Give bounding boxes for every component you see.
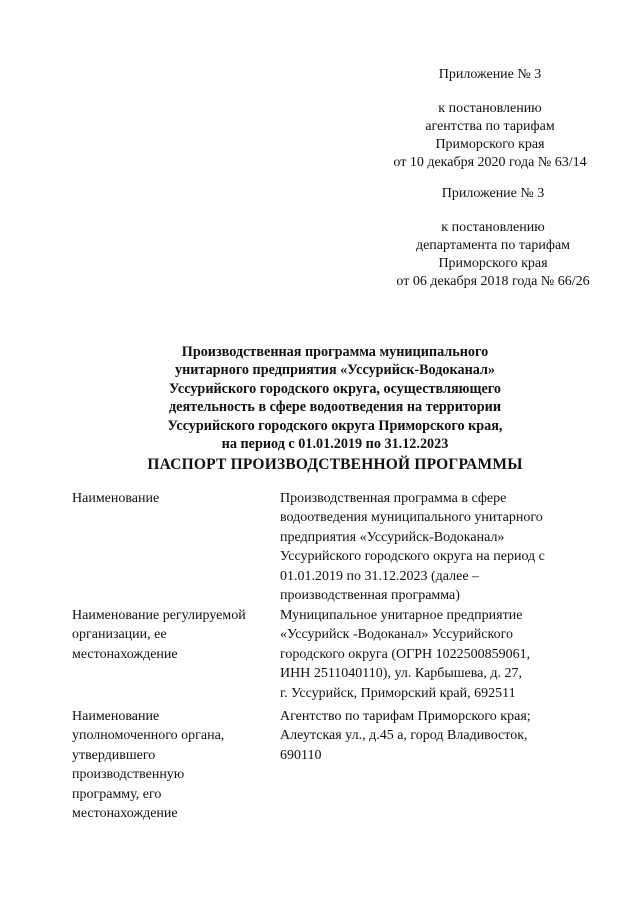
appendix-previous	[378, 185, 608, 291]
appendix-current-line: Приморского края	[435, 137, 545, 152]
row-label-line: программу, его	[72, 786, 162, 802]
passport-heading: ПАСПОРТ ПРОИЗВОДСТВЕННОЙ ПРОГРАММЫ	[147, 456, 523, 473]
row-value-line: предприятия «Уссурийск-Водоканал»	[280, 529, 505, 545]
row-label-line: местонахождение	[72, 806, 178, 822]
row-value-line: Уссурийского городского округа на период с	[280, 549, 545, 565]
row-label-line: местонахождение	[72, 646, 178, 662]
row-value-line: «Уссурийск -Водоканал» Уссурийского	[280, 627, 513, 643]
row-value-line: производственная программа)	[280, 588, 460, 604]
appendix-previous-title: Приложение № 3	[441, 186, 545, 201]
appendix-previous-line: департамента по тарифам	[415, 238, 571, 253]
row-value	[280, 489, 592, 605]
appendix-current	[380, 66, 600, 172]
program-title-line: деятельность в сфере водоотведения на территории	[169, 399, 501, 416]
row-label-line: организации, ее	[72, 627, 167, 643]
row-label	[72, 707, 272, 823]
appendix-previous-line: от 06 декабря 2018 года № 66/26	[396, 274, 590, 289]
appendix-previous-line: Приморского края	[438, 256, 548, 271]
row-label-line: Наименование	[72, 491, 160, 506]
row-value-line: Агентство по тарифам Приморского края;	[280, 709, 531, 724]
row-label-line: утвердившего	[72, 747, 156, 763]
row-value-line: городского округа (ОГРН 1022500859061,	[280, 646, 531, 662]
appendix-previous-line: к постановлению	[441, 220, 545, 235]
row-label-line: производственную	[72, 767, 185, 783]
row-value-line: 690110	[280, 747, 322, 763]
program-title-line: Уссурийского городского округа, осуществляющего	[169, 380, 501, 397]
program-title-line: на период с 01.01.2019 по 31.12.2023	[221, 436, 449, 453]
row-value-line: Муниципальное унитарное предприятие	[280, 608, 523, 623]
row-label-line: Наименование регулируемой	[72, 608, 246, 623]
appendix-current-line: от 10 декабря 2020 года № 63/14	[393, 155, 587, 170]
row-value	[280, 606, 592, 703]
row-value-line: водоотведения муниципального унитарного	[280, 510, 543, 526]
row-value-line: г. Уссурийск, Приморский край, 692511	[280, 685, 516, 701]
row-label-line: уполномоченного органа,	[72, 728, 225, 744]
program-title-line: Уссурийского городского округа Приморского края,	[167, 417, 503, 434]
row-value-line: ИНН 2511040110), ул. Карбышева, д. 27,	[280, 666, 522, 682]
row-value-line: Производственная программа в сфере	[280, 491, 507, 506]
row-label-line: Наименование	[72, 709, 160, 724]
row-value-line: 01.01.2019 по 31.12.2023 (далее –	[280, 568, 480, 584]
row-label	[72, 606, 272, 664]
program-title	[110, 343, 560, 453]
appendix-current-line: к постановлению	[438, 101, 542, 116]
appendix-current-line: агентства по тарифам	[425, 119, 555, 134]
program-title-line: унитарного предприятия «Уссурийск-Водоканал»	[174, 362, 496, 379]
row-label	[72, 489, 272, 508]
appendix-current-title: Приложение № 3	[438, 67, 542, 82]
row-value-line: Алеутская ул., д.45 а, город Владивосток,	[280, 728, 528, 744]
program-title-line: Производственная программа муниципального	[181, 344, 489, 360]
row-value	[280, 707, 592, 765]
